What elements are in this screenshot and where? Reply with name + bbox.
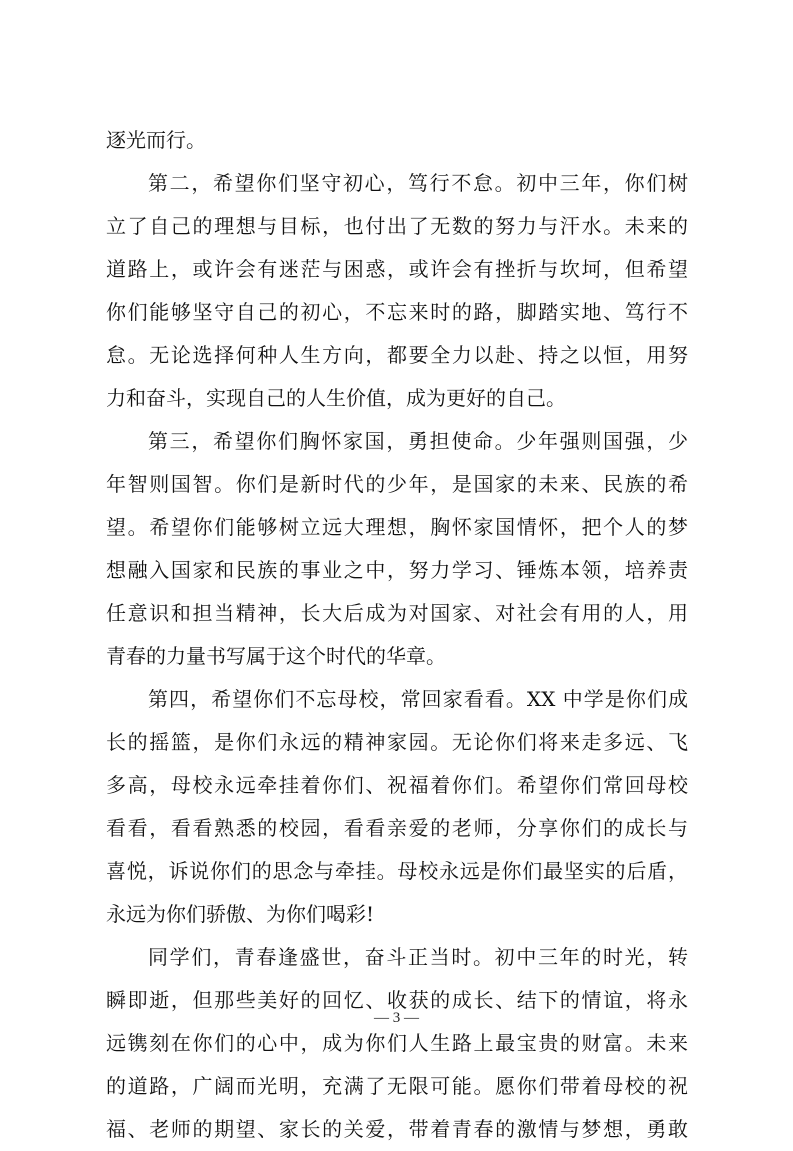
text-line: 同学们，青春逢盛世，奋斗正当时。初中三年的时光，转 (148, 945, 688, 969)
text-line: 远镌刻在你们的心中，成为你们人生路上最宝贵的财富。未来 (106, 1031, 688, 1055)
text-line: 怠。无论选择何种人生方向，都要全力以赴、持之以恒，用努 (106, 343, 688, 367)
text-line: 第二，希望你们坚守初心，笃行不怠。初中三年，你们树 (148, 171, 688, 195)
text-line: 永远为你们骄傲、为你们喝彩! (106, 902, 375, 926)
text-line: 瞬即逝，但那些美好的回忆、收获的成长、结下的情谊，将永 (106, 988, 688, 1012)
text-line: 长的摇篮，是你们永远的精神家园。无论你们将来走多远、飞 (106, 730, 688, 754)
text-line: 多高，母校永远牵挂着你们、祝福着你们。希望你们常回母校 (106, 773, 688, 797)
text-line: 第四，希望你们不忘母校，常回家看看。XX 中学是你们成 (148, 687, 688, 711)
text-line: 任意识和担当精神，长大后成为对国家、对社会有用的人，用 (106, 601, 688, 625)
text-line: 福、老师的期望、家长的关爱，带着青春的激情与梦想，勇敢 (106, 1117, 688, 1141)
text-line: 你们能够坚守自己的初心，不忘来时的路，脚踏实地、笃行不 (106, 300, 688, 324)
text-line: 想融入国家和民族的事业之中，努力学习、锤炼本领，培养责 (106, 558, 688, 582)
text-line: 青春的力量书写属于这个时代的华章。 (106, 644, 446, 668)
text-line: 道路上，或许会有迷茫与困惑，或许会有挫折与坎坷，但希望 (106, 257, 688, 281)
text-line: 望。希望你们能够树立远大理想，胸怀家国情怀，把个人的梦 (106, 515, 688, 539)
text-line: 第三，希望你们胸怀家国，勇担使命。少年强则国强，少 (148, 429, 688, 453)
text-line: 喜悦，诉说你们的思念与牵挂。母校永远是你们最坚实的后盾， (106, 859, 688, 883)
text-line: 的道路，广阔而光明，充满了无限可能。愿你们带着母校的祝 (106, 1074, 688, 1098)
text-line: 力和奋斗，实现自己的人生价值，成为更好的自己。 (106, 386, 566, 410)
body-text (106, 119, 688, 1151)
text-line: 看看，看看熟悉的校园，看看亲爱的老师，分享你们的成长与 (106, 816, 688, 840)
text-line: 立了自己的理想与目标，也付出了无数的努力与汗水。未来的 (106, 214, 688, 238)
text-line: 逐光而行。 (106, 128, 206, 152)
page-number: — 3 — (374, 1010, 419, 1026)
text-line: 年智则国智。你们是新时代的少年，是国家的未来、民族的希 (106, 472, 688, 496)
